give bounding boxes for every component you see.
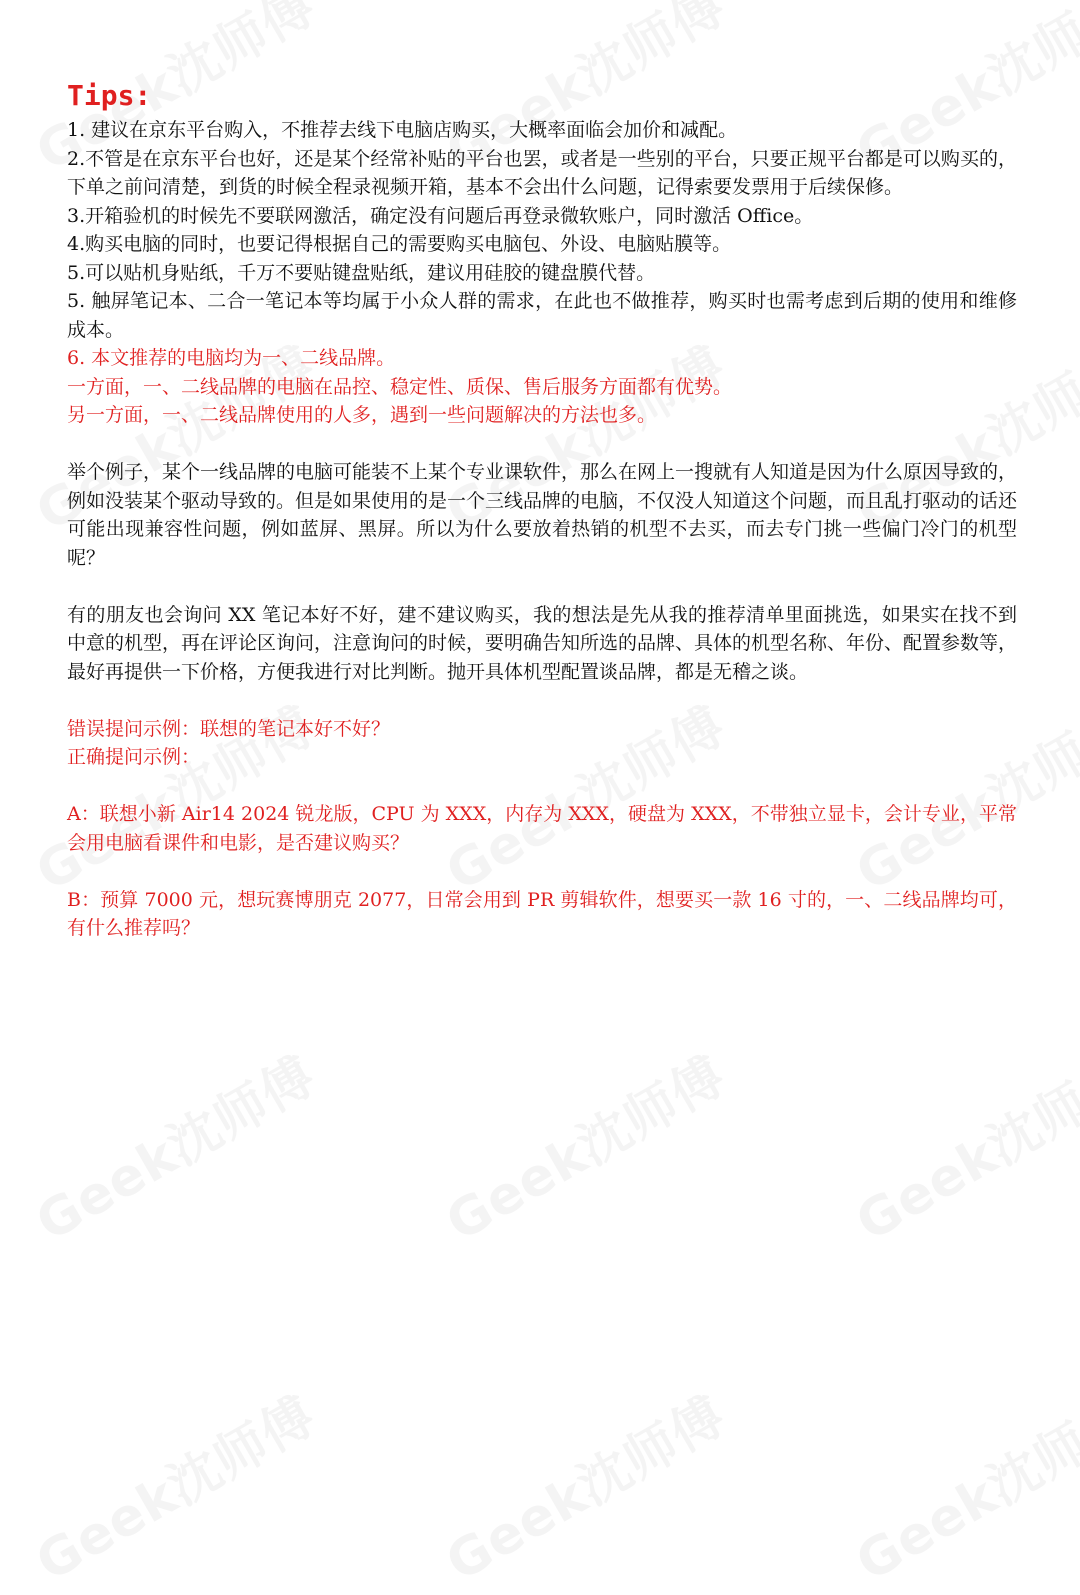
watermark (20, 1035, 327, 1255)
tip-item-2: 2.不管是在京东平台也好，还是某个经常补贴的平台也罢，或者是一些别的平台，只要正规平台都是可以购买的，下单之前问清楚，到货的时候全程录视频开箱，基本不会出什么问题，记得索要发票用于后续保修。 (67, 147, 1017, 198)
tip-item-5: 5.可以贴机身贴纸，千万不要贴键盘贴纸，建议用硅胶的键盘膜代替。 (67, 261, 656, 284)
tip-item-6-heading: 6. 本文推荐的电脑均为一、二线品牌。 (67, 347, 396, 369)
watermark (430, 1375, 737, 1595)
spacer (67, 572, 1017, 601)
tip-item-5b: 5. 触屏笔记本、二合一笔记本等均属于小众人群的需求，在此也不做推荐，购买时也需考虑到后期的使用和维修成本。 (67, 290, 1017, 341)
document-body (67, 78, 1017, 943)
watermark (840, 1035, 1080, 1255)
watermark (840, 1375, 1080, 1595)
right-question-heading: 正确提问示例： (67, 746, 201, 768)
tip-item-3: 3.开箱验机的时候先不要联网激活，确定没有问题后再登录微软账户，同时激活 Office。 (67, 204, 814, 227)
spacer (67, 857, 1017, 886)
tip-item-1: 1. 建议在京东平台购入，不推荐去线下电脑店购买，大概率面临会加价和减配。 (67, 119, 738, 141)
question-example-a: A：联想小新 Air14 2024 锐龙版，CPU 为 XXX，内存为 XXX，硬盘为 XXX，不带独立显卡，会计专业，平常会用电脑看课件和电影，是否建议购买？ (67, 803, 1017, 854)
watermark (430, 1035, 737, 1255)
tip-item-6-point-2: 另一方面，一、二线品牌使用的人多，遇到一些问题解决的方法也多。 (67, 404, 657, 426)
tips-title: Tips: (67, 79, 152, 112)
wrong-question-example: 错误提问示例：联想的笔记本好不好？ (67, 717, 391, 740)
example-paragraph: 举个例子，某个一线品牌的电脑可能装不上某个专业课软件，那么在网上一搜就有人知道是因为什么原因导致的，例如没装某个驱动导致的。但是如果使用的是一个三线品牌的电脑，不仅没人知道这个问题，而且乱打驱动的话还可能出现兼容性问题，例如蓝屏、黑屏。所以为什么要放着热销的机型不去买，而去专门挑一些偏门冷门的机型呢？ (67, 461, 1018, 569)
spacer (67, 430, 1017, 459)
watermark (20, 1375, 327, 1595)
spacer (67, 686, 1017, 715)
asking-paragraph: 有的朋友也会询问 XX 笔记本好不好，建不建议购买，我的想法是先从我的推荐清单里面挑选，如果实在找不到中意的机型，再在评论区询问，注意询问的时候，要明确告知所选的品牌、具体的机型名称、年份、配置参数等，最好再提供一下价格，方便我进行对比判断。抛开具体机型配置谈品牌，都是无稽之谈。 (67, 603, 1018, 683)
tip-item-4: 4.购买电脑的同时，也要记得根据自己的需要购买电脑包、外设、电脑贴膜等。 (67, 233, 732, 255)
question-example-b: B：预算 7000 元，想玩赛博朋克 2077，日常会用到 PR 剪辑软件，想要买一款 16 寸的，一、二线品牌均可，有什么推荐吗？ (67, 888, 1017, 939)
spacer (67, 772, 1017, 801)
tip-item-6-point-1: 一方面，一、二线品牌的电脑在品控、稳定性、质保、售后服务方面都有优势。 (67, 375, 733, 398)
